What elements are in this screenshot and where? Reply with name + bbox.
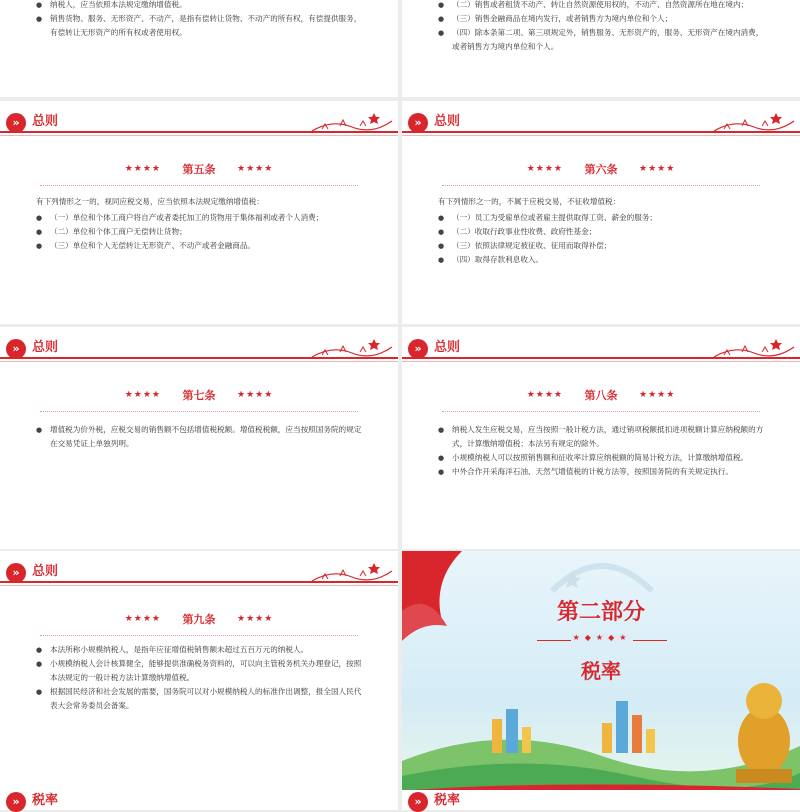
slide-header [402,101,800,141]
stars-decoration-right: ★★★★ [237,614,274,624]
slide-thumbnail[interactable] [0,101,398,324]
slide-header [0,101,398,141]
section-cover-slide[interactable] [402,551,800,800]
slide-body [438,423,770,479]
list-item: ● 小规模纳税人可以按照销售额和征收率计算应纳税额的简易计税方法，计算缴纳增值税。 [438,451,770,465]
stars-decoration-left: ★★★★ [526,390,563,400]
slide-body [36,195,368,253]
dotted-divider [40,635,358,636]
list-item: ● （二）单位和个体工商户无偿转让货物； [36,225,368,239]
article-title: 第七条 [182,389,216,402]
slide-header [402,327,800,367]
section-title: 税率 [434,793,461,808]
stars-decoration-left: ★★★★ [526,164,563,174]
section-title: 总则 [434,340,461,355]
list-item: ● （三）销售金融商品在境内发行，或者销售方为境内单位和个人； [438,12,770,26]
article-heading [402,387,800,403]
article-title: 第九条 [182,613,216,626]
stars-decoration-left: ★★★★ [124,614,161,624]
list-item: ● 纳税人发生应税交易，应当按照一般计税方法，通过销项税额抵扣进项税额计算应纳税额的方式，计算缴纳增值税；本法另有规定的除外。 [438,423,770,451]
slide-thumbnail[interactable] [0,0,398,97]
star-divider: ★◆★◆★ [537,633,667,647]
list-item: ● （二）销售或者租赁不动产、转让自然资源使用权的，不动产、自然资源所在地在境内； [438,0,770,12]
article-heading [0,611,398,627]
double-chevron-right-icon: » [6,563,26,583]
article-intro: 有下列情形之一的，视同应税交易，应当依照本法规定缴纳增值税： [36,197,264,206]
list-item: ● （二）收取行政事业性收费、政府性基金； [438,225,770,239]
double-chevron-right-icon: » [408,339,428,359]
list-item: ● （一）单位和个体工商户将自产或者委托加工的货物用于集体福利或者个人消费； [36,211,368,225]
article-heading [0,387,398,403]
double-chevron-right-icon: » [408,113,428,133]
section-title: 总则 [32,114,59,129]
stars-decoration-left: ★★★★ [124,390,161,400]
list-item: ● （三）单位和个人无偿转让无形资产、不动产或者金融商品。 [36,239,368,253]
dotted-divider [442,185,760,186]
slide-thumbnail[interactable] [0,551,398,800]
section-title: 税率 [32,793,59,808]
stars-decoration-right: ★★★★ [237,390,274,400]
slide-body [36,0,368,40]
slide-thumbnail[interactable] [402,101,800,324]
dotted-divider [40,411,358,412]
slide-thumbnail[interactable] [0,327,398,549]
slide-thumbnail[interactable] [402,0,800,97]
list-item: ● 本法所称小规模纳税人，是指年应征增值税销售额未超过五百万元的纳税人。 [36,643,368,657]
list-item: ● （四）除本条第二项、第三项规定外，销售服务、无形资产的，服务、无形资产在境内消费，或者销售方为境内单位和个人。 [438,26,770,54]
list-item: ● （一）员工为受雇单位或者雇主提供取得工资、薪金的服务； [438,211,770,225]
article-heading [0,161,398,177]
article-intro: 有下列情形之一的，不属于应税交易，不征收增值税： [438,197,621,206]
slide-thumbnail[interactable] [402,327,800,549]
stars-decoration-right: ★★★★ [639,390,676,400]
section-title: 总则 [32,564,59,579]
double-chevron-right-icon: » [6,792,26,812]
section-title: 总则 [434,114,461,129]
list-item: ● （三）依照法律规定被征收、征用而取得补偿； [438,239,770,253]
article-title: 第五条 [182,163,216,176]
article-heading [402,161,800,177]
slide-body [438,195,770,267]
stars-decoration-right: ★★★★ [639,164,676,174]
double-chevron-right-icon: » [408,792,428,812]
slide-header [0,327,398,367]
slide-header [0,551,398,591]
stars-decoration-right: ★★★★ [237,164,274,174]
slide-body [438,0,770,54]
list-item: ● （四）取得存款利息收入。 [438,253,770,267]
part-number: 第二部分 [556,600,645,625]
list-item: ● 根据国民经济和社会发展的需要，国务院可以对小规模纳税人的标准作出调整，报全国人民代表大会常务委员会备案。 [36,685,368,713]
article-title: 第六条 [584,163,618,176]
slide-thumbnail[interactable] [0,790,398,810]
slide-body [36,423,368,451]
section-title: 税率 [581,659,621,683]
list-item: ● 增值税为价外税，应税交易的销售额不包括增值税税额。增值税税额，应当按照国务院的规定在交易凭证上单独列明。 [36,423,368,451]
dotted-divider [442,411,760,412]
list-item: ● 纳税人，应当依照本法规定缴纳增值税。 [36,0,368,12]
article-title: 第八条 [584,389,618,402]
stars-decoration-left: ★★★★ [124,164,161,174]
slide-body [36,643,368,713]
list-item: ● 销售货物、服务、无形资产、不动产，是指有偿转让货物、不动产的所有权，有偿提供服务，有偿转让无形资产的所有权或者使用权。 [36,12,368,40]
section-title: 总则 [32,340,59,355]
slide-thumbnail[interactable] [402,790,800,810]
double-chevron-right-icon: » [6,113,26,133]
double-chevron-right-icon: » [6,339,26,359]
dotted-divider [40,185,358,186]
list-item: ● 中外合作开采海洋石油、天然气增值税的计税方法等，按照国务院的有关规定执行。 [438,465,770,479]
list-item: ● 小规模纳税人会计核算健全，能够提供准确税务资料的，可以向主管税务机关办理登记，按照本法规定的一般计税方法计算缴纳增值税。 [36,657,368,685]
